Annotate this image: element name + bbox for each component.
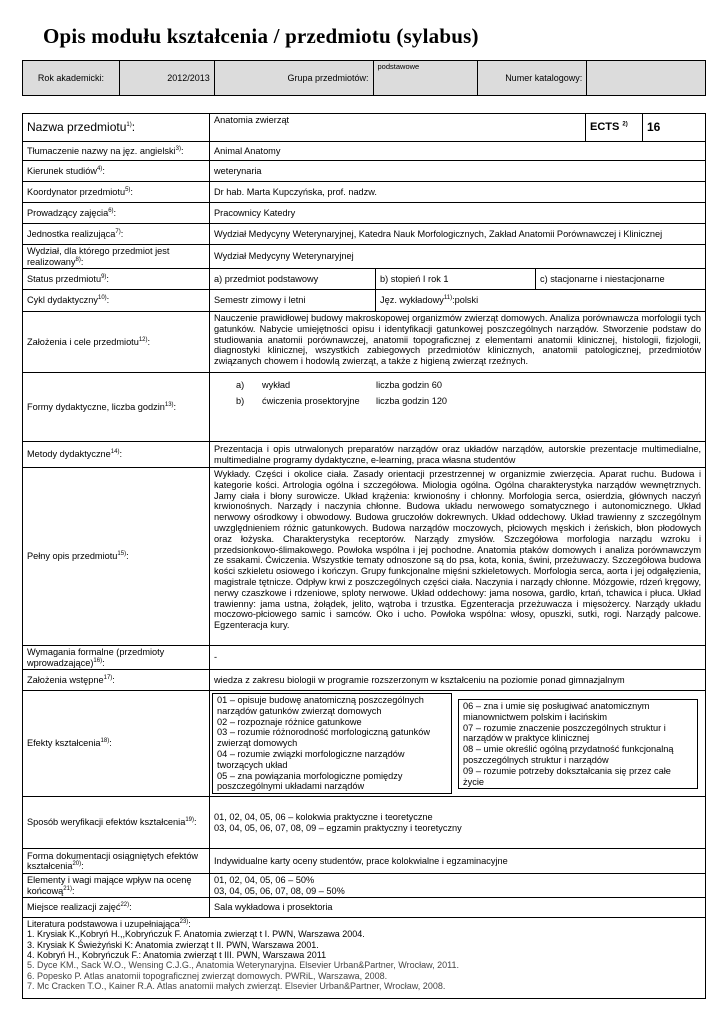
status-c: c) stacjonarne i niestacjonarne bbox=[536, 269, 706, 290]
koordynator-label: Koordynator przedmiotu bbox=[27, 186, 126, 197]
weryfikacja-label: Sposób weryfikacji efektów kształcenia bbox=[27, 817, 186, 828]
pelny-label-cell: Pełny opis przedmiotu$^{15)}$: bbox=[23, 468, 210, 646]
footnote-ref: 17) bbox=[103, 674, 113, 681]
status-b: b) stopień I rok 1 bbox=[376, 269, 536, 290]
wymagania-label-cell: Wymagania formalne (przedmioty wprowadzające)$^{16)}$: bbox=[23, 646, 210, 670]
numer-value bbox=[587, 61, 706, 96]
literatura-item: 7. Mc Cracken T.O., Kainer R.A. Atlas anatomii małych zwierząt. Elsevier Urban&Partner, Wrocław, 2008. bbox=[27, 980, 446, 991]
efekty-columns bbox=[212, 693, 703, 794]
koordynator-value: Dr hab. Marta Kupczyńska, prof. nadzw. bbox=[210, 182, 706, 203]
ects-label: ECTS bbox=[589, 121, 620, 134]
wstepne-value: wiedza z zakresu biologii w programie rozszerzonym w kształceniu na poziomie ponad gimnazjalnym bbox=[210, 670, 706, 691]
efekty-label-cell: Efekty kształcenia$^{18)}$: bbox=[23, 691, 210, 797]
efekty-right-item: 09 – rozumie potrzeby dokształcania się przez całe życie bbox=[463, 765, 671, 787]
jezyk-value: :polski bbox=[452, 295, 479, 306]
efekty-left-item: 03 – rozumie różnorodność morfologiczną gatunków zwierząt domowych bbox=[217, 727, 431, 749]
tlumaczenie-label: Tłumaczenie nazwy na jęz. angielski bbox=[27, 145, 176, 156]
footnote-ref: 16) bbox=[93, 657, 103, 664]
tlumaczenie-label-cell: Tłumaczenie nazwy na jęz. angielski$^{3)}$: bbox=[23, 142, 210, 161]
wstepne-label-cell: Założenia wstępne$^{17)}$: bbox=[23, 670, 210, 691]
formy-a-letter: a) bbox=[236, 380, 245, 390]
efekty-cell bbox=[210, 691, 706, 797]
formy-a-name: wykład bbox=[262, 380, 291, 390]
footnote-ref: 12) bbox=[138, 336, 148, 343]
formy-label: Formy dydaktyczne, liczba godzin bbox=[27, 401, 165, 412]
literatura-item: 3. Krysiak K Świeżyński K: Anatomia zwierząt t II. PWN, Warszawa 2001. bbox=[27, 939, 319, 950]
footnote-ref: 2) bbox=[622, 121, 628, 128]
footnote-ref: 8) bbox=[75, 256, 81, 263]
kierunek-value: weterynaria bbox=[210, 161, 706, 182]
formy-cell bbox=[210, 373, 706, 442]
literatura-label: Literatura podstawowa i uzupełniająca bbox=[27, 919, 180, 930]
rok-value: 2012/2013 bbox=[119, 61, 214, 96]
footnote-ref: 14) bbox=[110, 449, 120, 456]
elementy-label-cell: Elementy i wagi mające wpływ na ocenę końcową$^{21)}$: bbox=[23, 874, 210, 898]
jezyk-label: Jęz. wykładowy bbox=[380, 295, 444, 306]
efekty-left bbox=[212, 693, 452, 794]
weryfikacja-label-cell: Sposób weryfikacji efektów kształcenia$^{19)}$: bbox=[23, 797, 210, 849]
literatura-item: 1. Krysiak K.,Kobryń H.,,Kobryńczuk F. Anatomia zwierząt t I. PWN, Warszawa 2004. bbox=[27, 929, 365, 940]
forma-label: Forma dokumentacji osiągniętych efektów kształcenia bbox=[27, 850, 199, 872]
efekty-right bbox=[458, 699, 698, 789]
forma-value: Indywidualne karty oceny studentów, prace kolokwialne i egzaminacyjne bbox=[210, 849, 706, 874]
pelny-label: Pełny opis przedmiotu bbox=[27, 551, 118, 562]
footnote-ref: 22) bbox=[120, 902, 130, 909]
page-title: Opis modułu kształcenia / przedmiotu (sylabus) bbox=[43, 24, 479, 48]
footnote-ref: 23) bbox=[179, 919, 189, 926]
tlumaczenie-value: Animal Anatomy bbox=[210, 142, 706, 161]
koordynator-label-cell: Koordynator przedmiotu$^{5)}$: bbox=[23, 182, 210, 203]
literatura-item: 5. Dyce KM., Sack W.O., Wensing C.J.G., Anatomia Weterynaryjna. Elsevier Urban&Partner, Wrocław, 2011. bbox=[27, 960, 460, 971]
formy-b-letter: b) bbox=[236, 395, 245, 406]
cykl-label-cell: Cykl dydaktyczny$^{10)}$: bbox=[23, 290, 210, 312]
efekty-left-item: 02 – rozpoznaje różnice gatunkowe bbox=[217, 716, 362, 727]
footnote-ref: 13) bbox=[164, 401, 174, 408]
kierunek-label-cell: Kierunek studiów$^{4)}$: bbox=[23, 161, 210, 182]
efekty-right-item: 07 – rozumie znaczenie poszczególnych struktur i narządów w praktyce klinicznej bbox=[463, 722, 666, 744]
literatura-item: 4. Kobryń H., Kobryńczuk F.: Anatomia zwierząt t III. PWN, Warszawa 2011 bbox=[27, 950, 327, 961]
footnote-ref: 9) bbox=[101, 273, 107, 280]
zalozenia-label: Założenia i cele przedmiotu bbox=[27, 336, 139, 347]
footnote-ref: 15) bbox=[117, 551, 127, 558]
footnote-ref: 11) bbox=[443, 295, 453, 302]
footnote-ref: 4) bbox=[96, 165, 103, 172]
prowadzacy-label: Prowadzący zajęcia bbox=[27, 207, 109, 218]
zalozenia-value: Nauczenie prawidłowej budowy makroskopowej organizmów zwierząt domowych. Analiza porównawcza morfologii tych gatunków. Nabycie umiejętności opisu i identyfikacji gatunkowej poszczególnych narządów. Stworzenie podstaw do studiowania anatomii porównawczej, anatomii topograficznej z elementami anatomii klinicznej, histologii, fizjologii, diagnostyki klinicznej, wszystkich zabiegowych przedmiotów klinicznych, anatomii patologicznej, przedmiotów związanych chowem i hodowlą zwierząt, a także z higieną zwierząt rzeźnych. bbox=[210, 312, 706, 373]
pelny-value: Wykłady. Części i okolice ciała. Zasady orientacji przestrzennej w organizmie zwierzęcia. Aparat ruchu. Budowa i kategorie kości. Artrologia ogólna i szczegółowa. Miologia ogólna. Ogólna charakterystyka narządów wewnętrznych. Jamy ciała i błony surowicze. Układ krążenia: krwionośny i chłonny. Morfologia serca, osierdzia, głównych naczyń krwionośnych. Narządy i naczynia chłonne. Budowa układu nerwowego somatycznego i autonomicznego. Układ nerwowy ośrodkowy i obwodowy. Budowa gruczołów dokrewnych. Układ oddechowy. Układ trawienny z szczególnym uwzględnieniem różnic gatunkowych. Budowa narządów moczowych, płciowych męskich i żeńskich, błon płodowych oraz łożyska. Charakterystyka receptorów. Narządy zmysłów. Szczegółowa morfologia narządu wzroku i przedsionkowo-ślimakowego. Powłoka wspólna i jej pochodne. Anatomia ptaków domowych i analiza porównawczym ze ssakami. Ćwiczenia. Wszystkie tematy odnoszone są do psa, kota, konia, świni, przeżuwaczy. Szczegółowa budowa kości szkieletu osiowego i kończyn. Grupy funkcjonalne mięśni szkieletowych. Morfologia serca, aorta i jej odgałęzienia, magistrale tętnicze. Odpływ krwi z poszczególnych części ciała. Naczynia i narządy chłonne. Mózgowie, rdzeń kręgowy, nerwy czaszkowe i rdzeniowe, sploty nerwowe. Układ oddechowy: jama nosowa, gardło, krtań, tchawica i płuca. Układ trawienny: jama ustna, żołądek, jelito, wątroba i trzustka. Egzenteracja przeżuwacza i mięsożercy. Narządy układu moczowo-płciowego samic i samców. Oko i ucho. Powłoka wspólna: włosy, opuszki, sutki, rogi. Narządy palcowe. Egzenteracja kury. bbox=[210, 468, 706, 646]
zalozenia-label-cell: Założenia i cele przedmiotu$^{12)}$: bbox=[23, 312, 210, 373]
footnote-ref: 3) bbox=[175, 145, 181, 152]
jezyk-cell bbox=[376, 290, 706, 312]
weryfikacja-line: 01, 02, 04, 05, 06 – kolokwia praktyczne i teoretyczne bbox=[214, 811, 433, 822]
wydzial-value: Wydział Medycyny Weterynaryjnej bbox=[210, 245, 706, 269]
literatura-heading: Literatura podstawowa i uzupełniająca$^{23)}$: bbox=[27, 919, 191, 930]
footnote-ref: 10) bbox=[97, 295, 107, 302]
elementy-cell bbox=[210, 874, 706, 898]
nazwa-value: Anatomia zwierząt bbox=[210, 114, 586, 142]
cykl-value: Semestr zimowy i letni bbox=[210, 290, 376, 312]
status-a: a) przedmiot podstawowy bbox=[210, 269, 376, 290]
jednostka-label: Jednostka realizująca bbox=[27, 228, 116, 239]
footnote-ref: 20) bbox=[72, 861, 82, 868]
efekty-left-item: 04 – rozumie związki morfologiczne narządów tworzących układ bbox=[217, 748, 405, 770]
footnote-ref: 6) bbox=[108, 207, 114, 214]
grupa-value: podstawowe bbox=[373, 61, 478, 96]
nazwa-label-cell: Nazwa przedmiotu$^{1)}$: bbox=[23, 114, 210, 142]
prowadzacy-label-cell: Prowadzący zajęcia$^{6)}$: bbox=[23, 203, 210, 224]
cykl-label: Cykl dydaktyczny bbox=[27, 295, 98, 306]
metody-label: Metody dydaktyczne bbox=[27, 449, 111, 460]
numer-label: Numer katalogowy: bbox=[478, 61, 587, 96]
footnote-ref: 1) bbox=[126, 122, 132, 129]
miejsce-label: Miejsce realizacji zajęć bbox=[27, 902, 121, 913]
nazwa-label: Nazwa przedmiotu bbox=[27, 120, 127, 135]
footnote-ref: 7) bbox=[115, 228, 121, 235]
metody-value: Prezentacja i opis utrwalonych preparatów narządów oraz układów narządów, autorskie prezentacje multimedialne, multimedialne programy dydaktyczne, e-learning, praca własna studentów bbox=[210, 442, 706, 468]
header-table bbox=[22, 60, 706, 96]
formy-b bbox=[236, 396, 701, 407]
miejsce-value: Sala wykładowa i prosektoria bbox=[210, 898, 706, 918]
ects-value: 16 bbox=[642, 114, 705, 142]
weryfikacja-cell bbox=[210, 797, 706, 849]
status-label-cell: Status przedmiotu$^{9)}$: bbox=[23, 269, 210, 290]
wydzial-label-cell: Wydział, dla którego przedmiot jest realizowany$^{8)}$: bbox=[23, 245, 210, 269]
footnote-ref: 5) bbox=[125, 186, 131, 193]
literatura-item: 6. Popesko P. Atlas anatomii topograficznej zwierząt domowych. PWRiL, Warszawa, 2008. bbox=[27, 970, 388, 981]
status-label: Status przedmiotu bbox=[27, 273, 102, 284]
jednostka-label-cell: Jednostka realizująca$^{7)}$: bbox=[23, 224, 210, 245]
formy-label-cell: Formy dydaktyczne, liczba godzin$^{13)}$: bbox=[23, 373, 210, 442]
wydzial-label: Wydział, dla którego przedmiot jest realizowany bbox=[27, 246, 170, 267]
efekty-label: Efekty kształcenia bbox=[27, 738, 101, 749]
elementy-line: 03, 04, 05, 06, 07, 08, 09 – 50% bbox=[214, 885, 345, 896]
efekty-left-item: 01 – opisuje budowę anatomiczną poszczególnych narządów gatunków zwierząt domowych bbox=[217, 695, 424, 716]
jednostka-value: Wydział Medycyny Weterynaryjnej, Katedra Nauk Morfologicznych, Zakład Anatomii Porównawczej i Klinicznej bbox=[210, 224, 706, 245]
forma-label-cell: Forma dokumentacji osiągniętych efektów kształcenia$^{20)}$: bbox=[23, 849, 210, 874]
metody-label-cell: Metody dydaktyczne$^{14)}$: bbox=[23, 442, 210, 468]
prowadzacy-value: Pracownicy Katedry bbox=[210, 203, 706, 224]
syllabus-table bbox=[22, 113, 706, 999]
weryfikacja-line: 03, 04, 05, 06, 07, 08, 09 – egzamin praktyczny i teoretyczny bbox=[214, 822, 462, 833]
efekty-right-item: 06 – zna i umie się posługiwać anatomicznym mianownictwem polskim i łacińskim bbox=[463, 701, 650, 722]
formy-b-hours: liczba godzin 120 bbox=[376, 395, 448, 406]
ects-label-cell bbox=[585, 114, 642, 142]
rok-label: Rok akademicki: bbox=[23, 61, 120, 96]
efekty-right-item: 08 – umie określić ogólną przydatność funkcjonalną poszczególnych struktur i narządów bbox=[463, 744, 674, 765]
formy-a bbox=[236, 380, 701, 391]
miejsce-label-cell: Miejsce realizacji zajęć$^{22)}$: bbox=[23, 898, 210, 918]
elementy-line: 01, 02, 04, 05, 06 – 50% bbox=[214, 875, 315, 886]
formy-a-hours: liczba godzin 60 bbox=[376, 380, 442, 390]
formy-b-name: ćwiczenia prosektoryjne bbox=[262, 395, 360, 406]
efekty-left-item: 05 – zna powiązania morfologiczne pomiędzy poszczególnymi układami narządów bbox=[217, 770, 403, 792]
wymagania-label: Wymagania formalne (przedmioty wprowadzające) bbox=[27, 647, 165, 668]
elementy-label: Elementy i wagi mające wpływ na ocenę końcową bbox=[27, 875, 192, 896]
footnote-ref: 21) bbox=[63, 885, 72, 892]
wymagania-value: - bbox=[210, 646, 706, 670]
footnote-ref: 19) bbox=[185, 817, 194, 824]
wstepne-label: Założenia wstępne bbox=[27, 674, 104, 685]
footnote-ref: 18) bbox=[100, 738, 110, 745]
literatura-cell bbox=[23, 918, 706, 999]
kierunek-label: Kierunek studiów bbox=[27, 165, 97, 176]
grupa-label: Grupa przedmiotów: bbox=[214, 61, 373, 96]
